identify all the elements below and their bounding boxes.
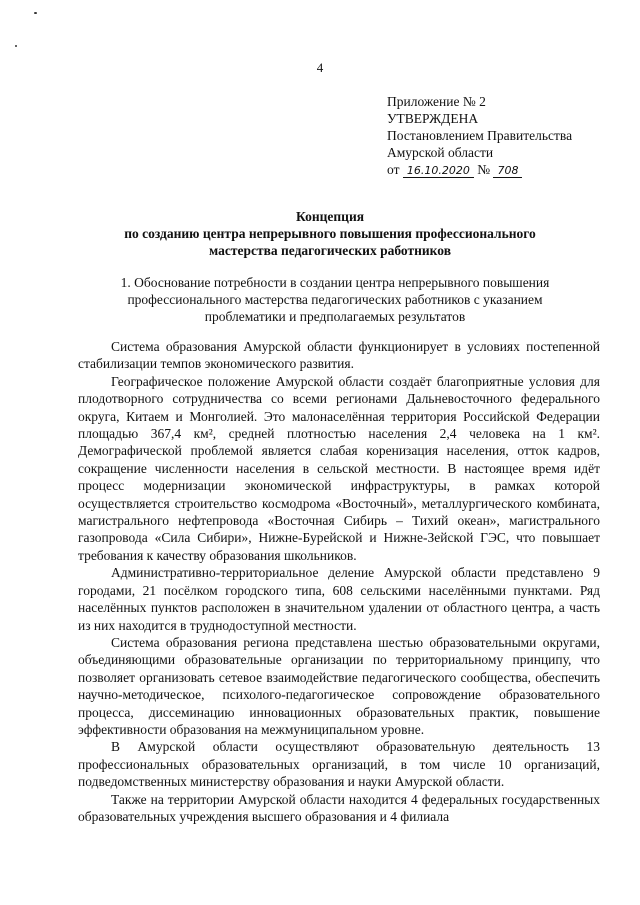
body-text bbox=[78, 338, 600, 825]
date-prefix: от bbox=[387, 162, 400, 177]
paragraph: Система образования Амурской области функционирует в условиях постепенной стабилизации темпов экономического развития. bbox=[78, 339, 600, 372]
appendix-label: Приложение № 2 bbox=[387, 94, 486, 109]
scan-speck bbox=[15, 45, 17, 47]
section-heading-line: профессионального мастерства педагогических работников с указанием bbox=[127, 292, 543, 307]
paragraph: Географическое положение Амурской области создаёт благоприятные условия для плодотворного сотрудничества со всеми регионами Дальневосточного федерального округа, Китаем и Монголией. Это малонаселённая территория Российской Федерации площадью 367,4 км², средней плотностью населения 2,4 человека на 1 км². Демографической проблемой является слабая коренизация населения, отток кадров, сокращение численности населения в сельской местности. В настоящее время идёт процесс модернизации экономической инфраструктуры, в рамках которой осуществляется строительство космодрома «Восточный», металлургического комбината, магистрального нефтепровода «Восточная Сибирь – Тихий океан», магистрального газопровода «Сила Сибири», Нижне-Бурейской и Нижне-Зейской ГЭС, что повышает требования к качеству образования школьников. bbox=[78, 373, 600, 563]
paragraph: Административно-территориальное деление Амурской области представлено 9 городами, 21 посёлком городского типа, 608 сельскими населёнными пунктами. Ряд населённых пунктов расположен в значительном удалении от областного центра, а часть из них находится в труднодоступной местности. bbox=[78, 565, 600, 633]
handwritten-number: 708 bbox=[493, 164, 522, 178]
date-line bbox=[387, 161, 572, 179]
approved-label: УТВЕРЖДЕНА bbox=[387, 111, 479, 126]
resolution-label: Постановлением Правительства bbox=[387, 128, 573, 143]
title-line: мастерства педагогических работников bbox=[209, 243, 451, 258]
section-heading-line: проблематики и предполагаемых результатов bbox=[204, 309, 466, 324]
paragraph: В Амурской области осуществляют образовательную деятельность 13 профессиональных образовательных организаций, в том числе 10 организаций, подведомственных министерству образования и науки Амурской области. bbox=[78, 739, 600, 790]
section-heading-line: 1. Обоснование потребности в создании центра непрерывного повышения bbox=[120, 275, 550, 290]
approval-block bbox=[387, 93, 572, 179]
region-label: Амурской области bbox=[387, 145, 494, 160]
title-line: Концепция bbox=[295, 209, 365, 224]
handwritten-date: 16.10.2020 bbox=[403, 164, 474, 178]
title-line: по созданию центра непрерывного повышения профессионального bbox=[124, 226, 536, 241]
scan-speck bbox=[34, 12, 37, 14]
paragraph: Также на территории Амурской области находится 4 федеральных государственных образовательных учреждения высшего образования и 4 филиала bbox=[78, 791, 600, 824]
page-number: 4 bbox=[316, 60, 324, 75]
paragraph: Система образования региона представлена шестью образовательными округами, объединяющими образовательные организации по территориальному принципу, что позволяет организовать сетевое взаимодействие педагогического сообщества, обеспечить научно-методическое, психолого-педагогическое сопровождение образовательного процесса, диссеминацию инновационных образовательных практик, повышение эффективности образования на межмуниципальном уровне. bbox=[78, 634, 600, 737]
section-heading bbox=[90, 274, 580, 325]
document-title bbox=[100, 208, 560, 259]
number-sign: № bbox=[477, 162, 491, 177]
